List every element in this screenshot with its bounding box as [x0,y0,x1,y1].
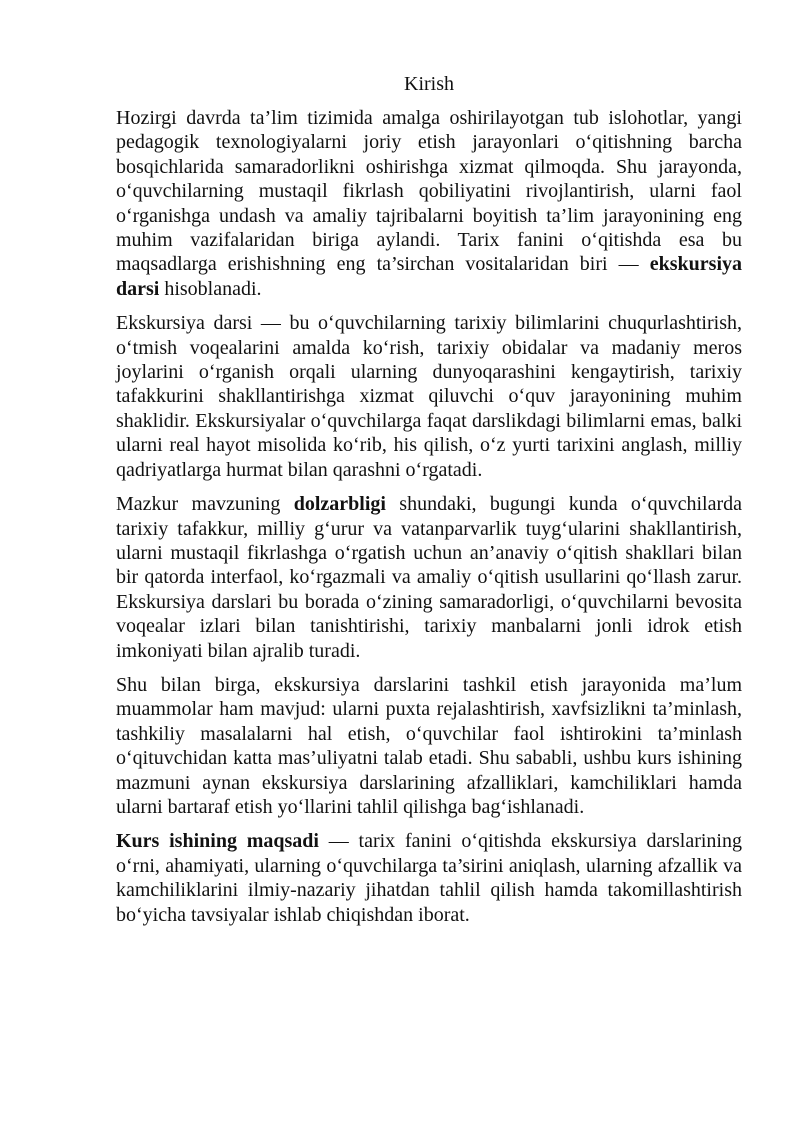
paragraph-relevance [116,492,742,663]
paragraph-intro-text: Hozirgi davrda ta’lim tizimida amalga oshirilayotgan tub islohotlar, yangi pedagogik texnologiyalarni joriy etish jarayonlari o‘qitishning barcha bosqichlarida samaradorlikni oshirishga xizmat qilmoqda. Shu jarayonda, o‘quvchilarning mustaqil fikrlash qobiliyatini rivojlantirish, ularni faol o‘rganishga undash va amaliy tajribalarni boyitish ta’lim jarayonining eng muhim vazifalaridan biriga aylandi. Tarix fanini o‘qitishda esa bu maqsadlarga erishishning eng ta’sirchan vositalaridan biri — [116,107,742,276]
paragraph-intro [116,106,742,301]
bold-term-excursion-lesson: ekskursiya darsi [116,253,742,300]
bold-term-relevance: dolzarbligi [293,493,386,516]
paragraph-definition: Ekskursiya darsi — bu o‘quvchilarning tarixiy bilimlarini chuqurlashtirish, o‘tmish voqealarini amalda ko‘rish, tarixiy obidalar va madaniy meros joylarini o‘rganish orqali ularning dunyoqarashini kengaytirish, tarixiy tafakkurini shakllantirishga xizmat qiluvchi o‘quv jarayonining muhim shaklidir. Ekskursiyalar o‘quvchilarga faqat darslikdagi bilimlarni emas, balki ularni real hayot misolida ko‘rib, his qilish, o‘z yurti tarixini anglash, milliy qadriyatlarga hurmat bilan qarashni o‘rgatadi. [116,312,742,481]
bold-term-course-goal: Kurs ishining maqsadi [116,830,319,853]
paragraph-problems: Shu bilan birga, ekskursiya darslarini tashkil etish jarayonida ma’lum muammolar ham mavjud: ularni puxta rejalashtirish, xavfsizlikni ta’minlash, tashkiliy masalalarni hal etish, o‘quvchilar faol ishtirokini ta’minlash o‘qituvchidan katta mas’uliyatni talab etadi. Shu sababli, ushbu kurs ishining mazmuni aynan ekskursiya darslarining afzalliklari, kamchiliklari hamda ularni bartaraf etish yo‘llarini tahlil qilishga bag‘ishlanadi. [116,673,742,818]
paragraph-intro-ending: hisoblanadi. [159,277,262,300]
paragraph-goal-text: — tarix fanini o‘qitishda ekskursiya darslarining o‘rni, ahamiyati, ularning o‘quvchilarga ta’sirini aniqlash, ularning afzallik va kamchiliklarini ilmiy-nazariy jihatdan tahlil qilish hamda takomillashtirish bo‘yicha tavsiyalar ishlab chiqishdan iborat. [116,830,742,926]
document-page [116,72,742,937]
document-title: Kirish [404,73,454,95]
paragraph-relevance-text: shundaki, bugungi kunda o‘quvchilarda tarixiy tafakkur, milliy g‘urur va vatanparvarlik tuyg‘ularini shakllantirish, ularni mustaqil fikrlashga o‘rgatish uchun an’anaviy o‘qitish shakllari bilan bir qatorda interfaol, ko‘rgazmali va amaliy o‘qitish usullarini qo‘llash zarur. Ekskursiya darslari bu borada o‘zining samaradorligi, o‘quvchilarni bevosita voqealar izlari bilan tanishtirishi, tarixiy manbalarni jonli idrok etish imkoniyati bilan ajralib turadi. [116,493,742,662]
paragraph-relevance-lead: Mazkur mavzuning [116,493,294,516]
paragraph-goal [116,829,742,927]
